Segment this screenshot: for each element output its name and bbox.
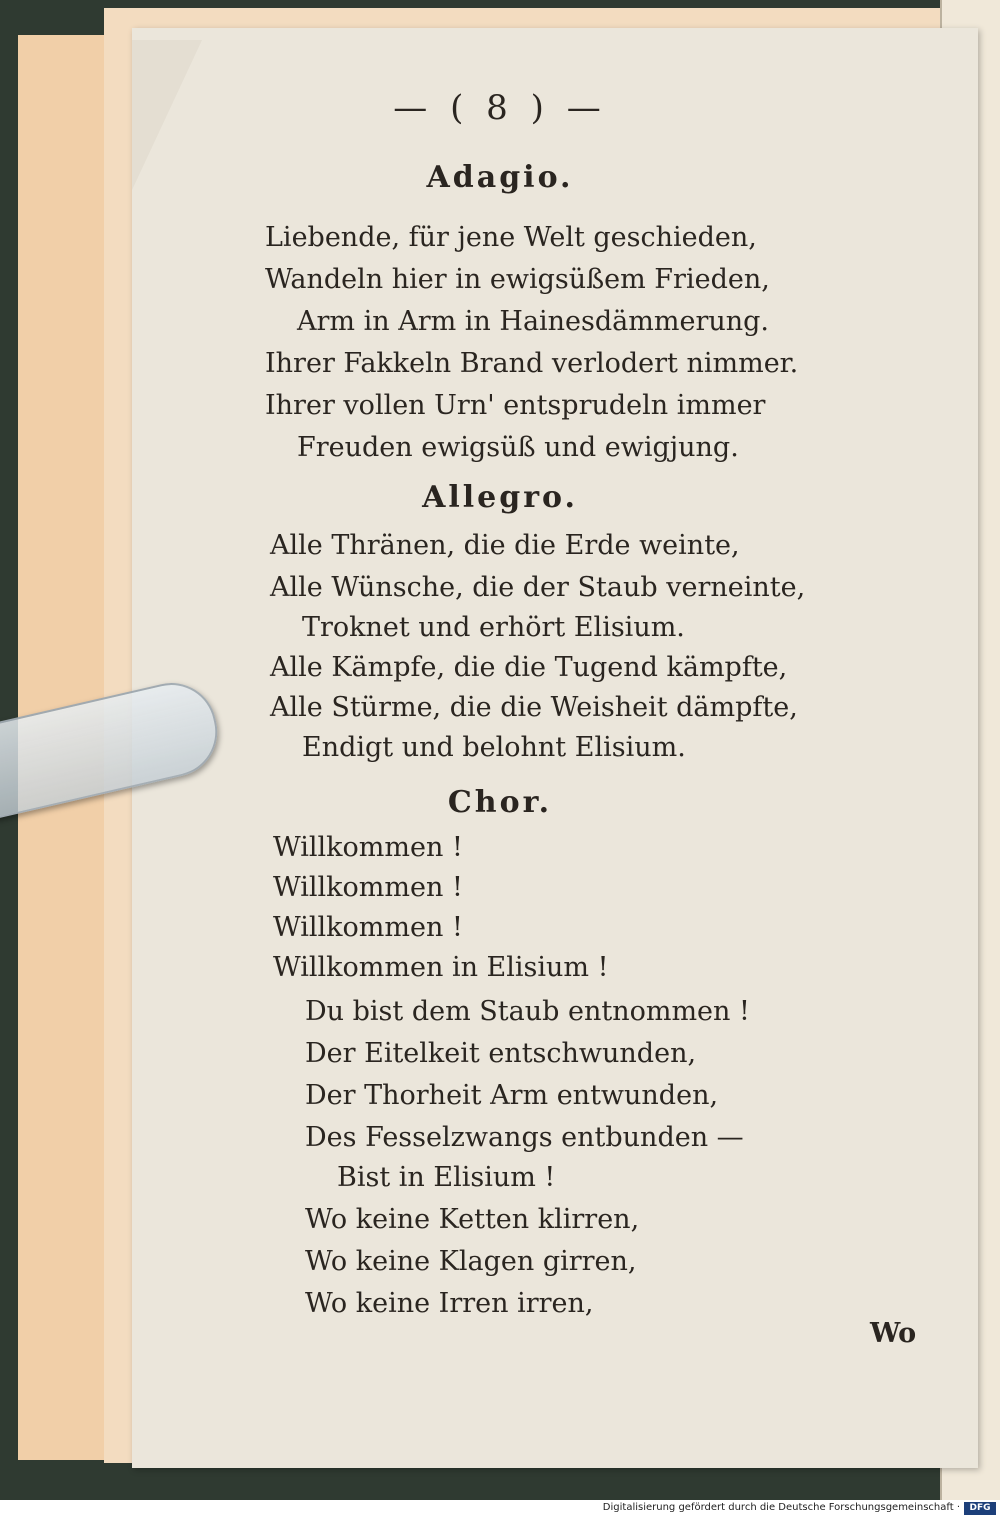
adagio-line-5: Ihrer vollen Urn' entsprudeln immer — [265, 390, 766, 421]
chor-line-11: Wo keine Klagen girren, — [305, 1246, 637, 1277]
dfg-logo-icon: DFG — [964, 1502, 996, 1515]
adagio-line-3: Arm in Arm in Hainesdämmerung. — [297, 306, 770, 337]
catchword: Wo — [870, 1318, 917, 1349]
allegro-line-5: Alle Stürme, die die Weisheit dämpfte, — [270, 692, 798, 723]
adagio-line-2: Wandeln hier in ewigsüßem Frieden, — [265, 264, 770, 295]
allegro-line-1: Alle Thränen, die die Erde weinte, — [270, 530, 740, 561]
allegro-line-3: Troknet und erhört Elisium. — [302, 612, 685, 643]
funding-credit: Digitalisierung gefördert durch die Deutsche Forschungsgemeinschaft · — [602, 1502, 960, 1513]
adagio-line-1: Liebende, für jene Welt geschieden, — [265, 222, 757, 253]
chor-line-6: Der Eitelkeit entschwunden, — [305, 1038, 697, 1069]
chor-line-3: Willkommen ! — [273, 912, 463, 943]
page-number: — ( 8 ) — — [393, 88, 607, 128]
heading-allegro: Allegro. — [422, 480, 578, 515]
chor-line-2: Willkommen ! — [273, 872, 463, 903]
allegro-line-4: Alle Kämpfe, die die Tugend kämpfte, — [270, 652, 788, 683]
adagio-line-4: Ihrer Fakkeln Brand verlodert nimmer. — [265, 348, 799, 379]
chor-line-8: Des Fesselzwangs entbunden — — [305, 1122, 744, 1153]
chor-line-5: Du bist dem Staub entnommen ! — [305, 996, 750, 1027]
adagio-line-6: Freuden ewigsüß und ewigjung. — [297, 432, 739, 463]
heading-adagio: Adagio. — [426, 160, 574, 195]
chor-line-1: Willkommen ! — [273, 832, 463, 863]
chor-line-4: Willkommen in Elisium ! — [273, 952, 609, 983]
allegro-line-2: Alle Wünsche, die der Staub verneinte, — [270, 572, 806, 603]
heading-chor: Chor. — [447, 785, 553, 820]
chor-line-10: Wo keine Ketten klirren, — [305, 1204, 640, 1235]
chor-line-9: Bist in Elisium ! — [337, 1162, 556, 1193]
chor-line-7: Der Thorheit Arm entwunden, — [305, 1080, 719, 1111]
allegro-line-6: Endigt und belohnt Elisium. — [302, 732, 686, 763]
chor-line-12: Wo keine Irren irren, — [305, 1288, 594, 1319]
